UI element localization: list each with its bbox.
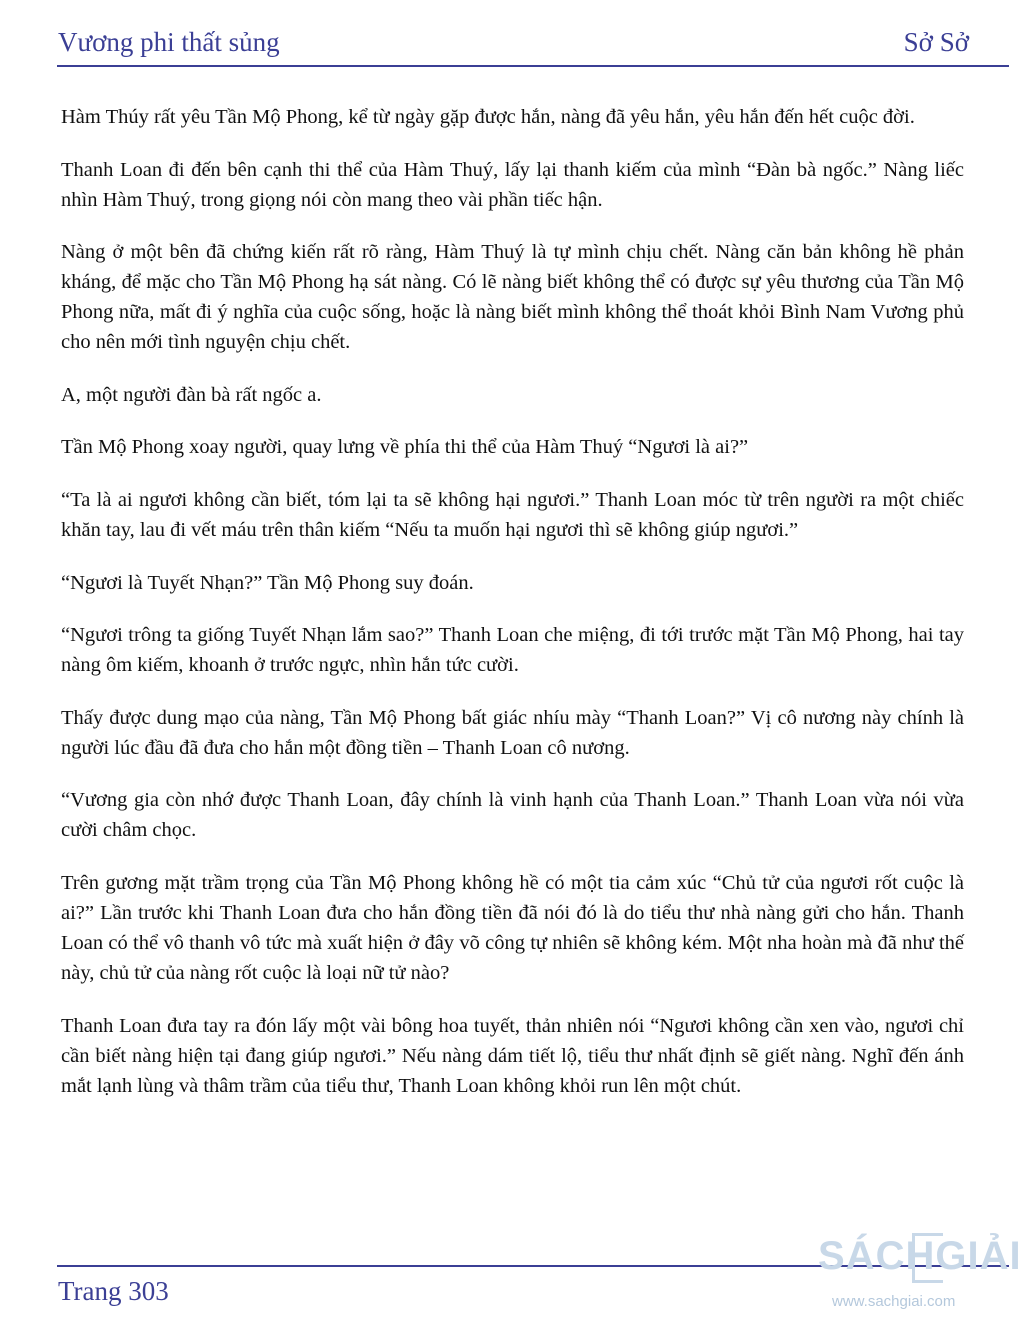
watermark-logo: SÁCHGIẢI (818, 1234, 1022, 1278)
watermark-url: www.sachgiai.com (832, 1293, 956, 1310)
paragraph: “Ngươi trông ta giống Tuyết Nhạn lắm sao?” Thanh Loan che miệng, đi tới trước mặt Tần Mộ Phong, hai tay nàng ôm kiếm, khoanh ở trước ngực, nhìn hắn tức cười. (61, 624, 964, 677)
author-name: Sở Sở (903, 27, 969, 57)
book-title: Vương phi thất sủng (58, 27, 280, 57)
header-divider (57, 65, 1009, 67)
paragraph: “Ngươi là Tuyết Nhạn?” Tần Mộ Phong suy đoán. (61, 571, 474, 594)
chapter-body (61, 102, 964, 1123)
paragraph: Thanh Loan đưa tay ra đón lấy một vài bông hoa tuyết, thản nhiên nói “Ngươi không cần xen vào, ngươi chỉ cần biết nàng hiện tại đang giúp ngươi.” Nếu nàng dám tiết lộ, tiểu thư nhất định sẽ giết nàng. Nghĩ đến ánh mắt lạnh lùng và thâm trầm của tiểu thư, Thanh Loan không khỏi run lên một chút. (61, 1014, 964, 1097)
paragraph: “Ta là ai ngươi không cần biết, tóm lại ta sẽ không hại ngươi.” Thanh Loan móc từ trên người ra một chiếc khăn tay, lau đi vết máu trên thân kiếm “Nếu ta muốn hại ngươi thì sẽ không giúp ngươi.” (61, 488, 964, 541)
paragraph: Tần Mộ Phong xoay người, quay lưng về phía thi thể của Hàm Thuý “Ngươi là ai?” (61, 436, 749, 459)
paragraph: Trên gương mặt trầm trọng của Tần Mộ Phong không hề có một tia cảm xúc “Chủ tử của ngươi rốt cuộc là ai?” Lần trước khi Thanh Loan đưa cho hắn đồng tiền đã nói đó là do tiểu thư nhà nàng gửi cho hắn. Thanh Loan có thể vô thanh vô tức mà xuất hiện ở đây võ công tự nhiên sẽ không kém. Một nha hoàn mà đã như thế này, chủ tử của nàng rốt cuộc là loại nữ tử nào? (61, 871, 964, 984)
paragraph: A, một người đàn bà rất ngốc a. (61, 383, 322, 406)
page-number: Trang 303 (58, 1276, 169, 1306)
paragraph: Hàm Thúy rất yêu Tần Mộ Phong, kể từ ngày gặp được hắn, nàng đã yêu hắn, yêu hắn đến hết cuộc đời. (61, 106, 915, 128)
paragraph: Thanh Loan đi đến bên cạnh thi thể của Hàm Thuý, lấy lại thanh kiếm của mình “Đàn bà ngốc.” Nàng liếc nhìn Hàm Thuý, trong giọng nói còn mang theo vài phần tiếc hận. (61, 158, 964, 211)
paragraph: Thấy được dung mạo của nàng, Tần Mộ Phong bất giác nhíu mày “Thanh Loan?” Vị cô nương này chính là người lúc đầu đã đưa cho hắn một đồng tiền – Thanh Loan cô nương. (61, 706, 964, 759)
paragraph: “Vương gia còn nhớ được Thanh Loan, đây chính là vinh hạnh của Thanh Loan.” Thanh Loan vừa nói vừa cười châm chọc. (61, 789, 964, 842)
paragraph: Nàng ở một bên đã chứng kiến rất rõ ràng, Hàm Thuý là tự mình chịu chết. Nàng căn bản không hề phản kháng, để mặc cho Tần Mộ Phong hạ sát nàng. Có lẽ nàng biết không thể có được sự yêu thương của Tần Mộ Phong nữa, mất đi ý nghĩa của cuộc sống, hoặc là nàng biết mình không thể thoát khỏi Bình Nam Vương phủ cho nên mới tình nguyện chịu chết. (61, 241, 964, 354)
watermark (818, 1228, 1024, 1325)
